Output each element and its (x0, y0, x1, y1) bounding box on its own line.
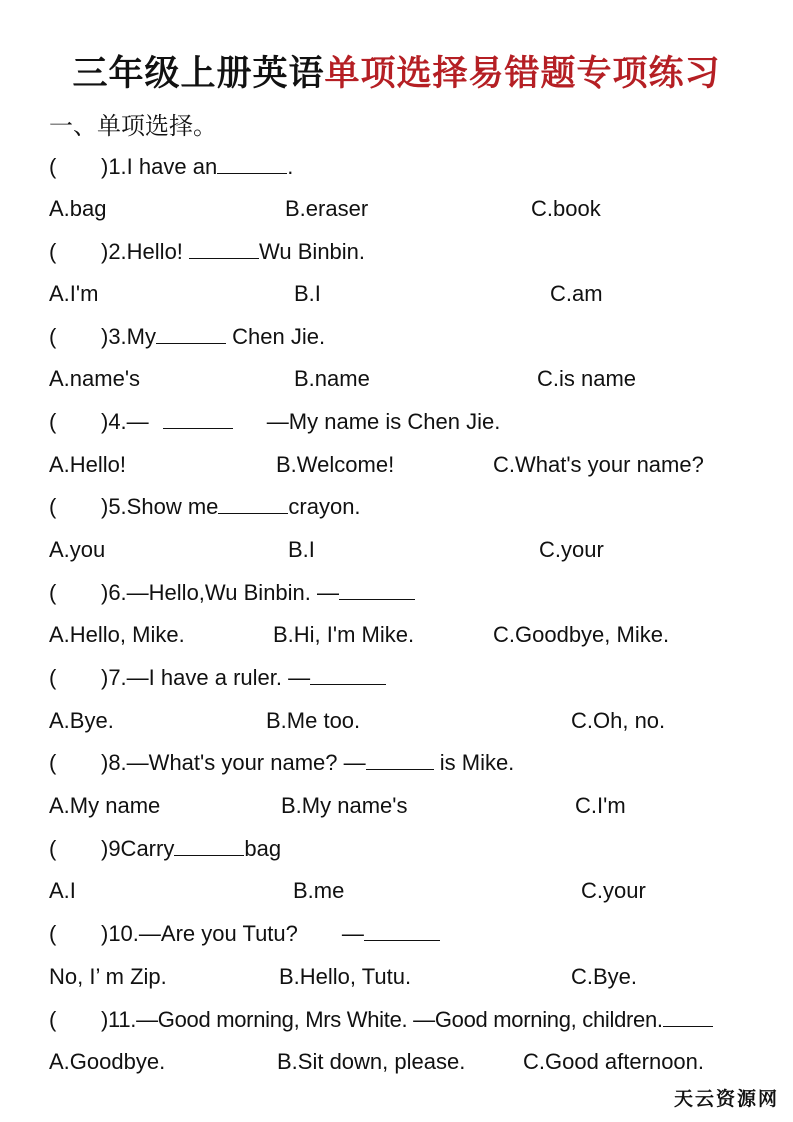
option-c[interactable]: C.Good afternoon. (523, 1049, 705, 1074)
question-text: )8.—What's your name? — (101, 750, 366, 775)
option-b[interactable]: B.Hi, I'm Mike. (273, 622, 415, 647)
question-3 (49, 322, 325, 352)
question-11 (49, 1005, 713, 1035)
question-text-after: Chen Jie. (226, 324, 326, 349)
blank-line[interactable] (663, 1008, 713, 1027)
blank-line[interactable] (339, 581, 415, 600)
option-a[interactable]: A.Goodbye. (49, 1049, 166, 1074)
question-text: )5.Show me (101, 494, 219, 519)
options-10 (49, 962, 749, 992)
question-text: )9Carry (101, 836, 175, 861)
option-a[interactable]: A.name's (49, 366, 141, 391)
question-text: )4.— (101, 409, 155, 434)
question-text-after: . (287, 154, 294, 179)
option-a[interactable]: A.you (49, 537, 106, 562)
answer-paren[interactable]: ( (49, 836, 57, 861)
option-b[interactable]: B.me (293, 878, 345, 903)
question-text: )11.—Good morning, Mrs White. —Good morning, children. (101, 1007, 663, 1032)
option-c[interactable]: C.Oh, no. (571, 708, 666, 733)
option-c[interactable]: C.your (581, 878, 646, 903)
question-9 (49, 834, 281, 864)
option-c[interactable]: C.I'm (575, 793, 626, 818)
options-1 (49, 194, 749, 224)
answer-paren[interactable]: ( (49, 580, 57, 605)
option-a[interactable]: No, I’ m Zip. (49, 964, 167, 989)
question-text-after: —My name is Chen Jie. (266, 409, 501, 434)
page-title (0, 46, 793, 96)
option-c[interactable]: C.Bye. (571, 964, 638, 989)
question-7 (49, 663, 386, 693)
option-c[interactable]: C.What's your name? (493, 452, 704, 477)
title-part-red: 单项选择易错题专项练习 (324, 53, 721, 94)
question-1 (49, 152, 293, 182)
question-5 (49, 492, 361, 522)
option-a[interactable]: A.My name (49, 793, 161, 818)
answer-paren[interactable]: ( (49, 409, 57, 434)
question-6 (49, 578, 415, 608)
options-9 (49, 876, 749, 906)
blank-line[interactable] (174, 837, 244, 856)
option-b[interactable]: B.Me too. (266, 708, 361, 733)
option-a[interactable]: A.I'm (49, 281, 99, 306)
blank-line[interactable] (218, 495, 288, 514)
option-b[interactable]: B.name (294, 366, 370, 391)
options-7 (49, 706, 749, 736)
options-11 (49, 1047, 749, 1077)
answer-paren[interactable]: ( (49, 494, 57, 519)
question-10 (49, 919, 440, 949)
blank-line[interactable] (163, 410, 233, 429)
option-c[interactable]: C.am (550, 281, 603, 306)
answer-paren[interactable]: ( (49, 665, 57, 690)
question-text-after: is Mike. (433, 750, 515, 775)
option-a[interactable]: A.Hello! (49, 452, 127, 477)
blank-line[interactable] (366, 751, 434, 770)
answer-paren[interactable]: ( (49, 154, 57, 179)
options-3 (49, 364, 749, 394)
option-c[interactable]: C.your (539, 537, 604, 562)
blank-line[interactable] (156, 325, 226, 344)
question-text-after: crayon. (288, 494, 361, 519)
options-2 (49, 279, 749, 309)
options-6 (49, 620, 749, 650)
question-text: )2.Hello! (101, 239, 190, 264)
watermark: 天云资源网 (673, 1088, 779, 1110)
option-c[interactable]: C.Goodbye, Mike. (493, 622, 670, 647)
options-5 (49, 535, 749, 565)
answer-paren[interactable]: ( (49, 324, 57, 349)
option-b[interactable]: B.My name's (281, 793, 408, 818)
option-b[interactable]: B.I (294, 281, 321, 306)
option-b[interactable]: B.Hello, Tutu. (279, 964, 412, 989)
blank-line[interactable] (310, 666, 386, 685)
question-text: )10.—Are you Tutu? (101, 921, 298, 946)
options-8 (49, 791, 749, 821)
option-c[interactable]: C.book (531, 196, 601, 221)
question-2 (49, 237, 365, 267)
question-text: )7.—I have a ruler. — (101, 665, 311, 690)
option-a[interactable]: A.Bye. (49, 708, 114, 733)
question-text: )3.My (101, 324, 156, 349)
option-c[interactable]: C.is name (537, 366, 637, 391)
answer-paren[interactable]: ( (49, 1007, 57, 1032)
option-b[interactable]: B.eraser (285, 196, 369, 221)
option-a[interactable]: A.bag (49, 196, 107, 221)
options-4 (49, 450, 749, 480)
option-b[interactable]: B.Welcome! (276, 452, 395, 477)
blank-line[interactable] (217, 155, 287, 174)
title-part-black: 三年级上册英语 (72, 53, 325, 94)
answer-paren[interactable]: ( (49, 239, 57, 264)
question-text-after: bag (244, 836, 282, 861)
question-text: )6.—Hello,Wu Binbin. — (101, 580, 340, 605)
option-a[interactable]: A.I (49, 878, 76, 903)
option-b[interactable]: B.Sit down, please. (277, 1049, 466, 1074)
question-text: )1.I have an (101, 154, 218, 179)
reply-dash: — (341, 921, 364, 946)
option-b[interactable]: B.I (288, 537, 315, 562)
answer-paren[interactable]: ( (49, 750, 57, 775)
section-heading: 一、单项选择。 (49, 112, 217, 140)
blank-line[interactable] (189, 240, 259, 259)
answer-paren[interactable]: ( (49, 921, 57, 946)
question-8 (49, 748, 514, 778)
question-4 (49, 407, 500, 437)
question-text-after: Wu Binbin. (259, 239, 366, 264)
option-a[interactable]: A.Hello, Mike. (49, 622, 185, 647)
blank-line[interactable] (364, 922, 440, 941)
